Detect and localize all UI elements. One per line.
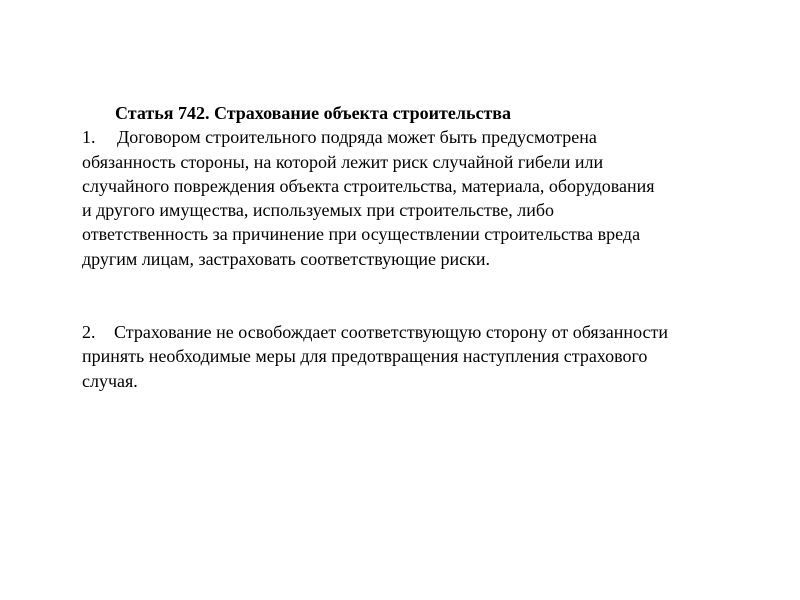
paragraph-1-line: обязанность стороны, на которой лежит риск случайной гибели или: [82, 151, 604, 172]
paragraph-2-line: [82, 320, 742, 344]
paragraph-1: [82, 125, 742, 271]
paragraph-1-line: случайного повреждения объекта строительства, материала, оборудования: [82, 175, 655, 196]
paragraph-2-line-text: Страхование не освобождает соответствующую сторону от обязанности: [114, 322, 669, 343]
paragraph-2: [82, 320, 742, 393]
paragraph-1-number: 1.: [82, 127, 96, 148]
paragraph-1-line: [82, 125, 742, 149]
paragraph-2-number: 2.: [82, 322, 96, 343]
paragraph-1-line: ответственность за причинение при осуществлении строительства вреда: [82, 224, 641, 245]
paragraph-1-line: и другого имущества, используемых при строительстве, либо: [82, 200, 555, 221]
paragraph-1-line: другим лицам, застраховать соответствующие риски.: [82, 248, 491, 269]
paragraph-2-line: случая.: [82, 370, 138, 391]
article-heading: Статья 742. Страхование объекта строительства: [115, 103, 512, 123]
paragraph-2-line: принять необходимые меры для предотвращения наступления страхового: [82, 346, 648, 367]
article-body: [82, 101, 742, 393]
paragraph-1-line-text: Договором строительного подряда может быть предусмотрена: [117, 127, 597, 148]
